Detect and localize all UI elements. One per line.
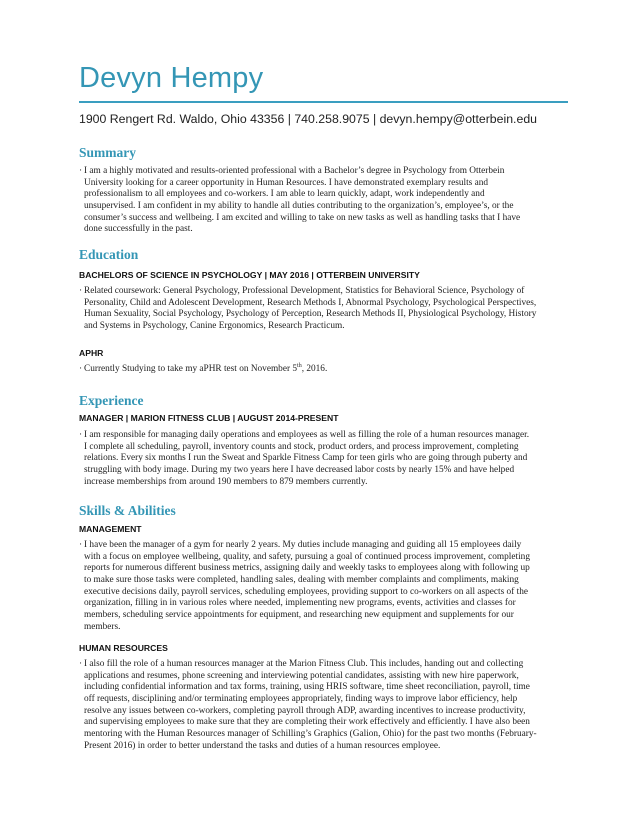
bullet-dot: · <box>79 430 83 440</box>
aphr-superscript: th <box>297 362 302 369</box>
job-title-line: MANAGER | MARION FITNESS CLUB | AUGUST 2014-PRESENT <box>79 413 339 423</box>
management-line: reports for numerous different business metrics, assigning daily and weekly tasks to employees along with following up <box>84 563 530 574</box>
hr-line: Present 2016) in order to better understand the tasks and duties of a human resources employee. <box>84 740 441 751</box>
summary-heading: Summary <box>79 145 136 160</box>
summary-line: University looking for a career opportunity in Human Resources. I have demonstrated exemplary results and <box>84 177 489 188</box>
experience-bullet <box>79 430 568 488</box>
summary-line: consumer’s success and wellbeing. I am excited and willing to take on new tasks as well as handling tasks that I have <box>84 212 521 223</box>
management-line: to make sure those tasks were completed, handling sales, dealing with member complaints and compliments, making <box>84 575 519 586</box>
experience-line: struggling with body image. During my two years here I have decreased labor costs by nearly 15% and have helped <box>84 465 515 476</box>
resume-name: Devyn Hempy <box>79 62 264 94</box>
summary-line: I am a highly motivated and results-oriented professional with a Bachelor’s degree in Psychology from Otterbein <box>84 166 505 176</box>
summary-line: unsupervised. I am confident in my ability to handle all duties contributing to the organization’s, employee’s, or the <box>84 201 514 212</box>
management-line: members, scheduling service appointments for equipment, and researching new equipment and supplements for our <box>84 610 514 621</box>
hr-line: I also fill the role of a human resources manager at the Marion Fitness Club. This includes, handing out and collecting <box>84 659 524 669</box>
bullet-dot: · <box>79 540 83 550</box>
education-heading: Education <box>79 247 139 262</box>
summary-bullet <box>79 166 568 236</box>
hr-line: off requests, disciplining and/or terminating employees appropriately, finding ways to improve labor efficiency, help <box>84 694 518 705</box>
hr-heading: HUMAN RESOURCES <box>79 643 168 653</box>
aphr-text: Currently Studying to take my aPHR test on November 5 <box>84 364 298 374</box>
management-bullet <box>79 540 568 634</box>
degree-line: BACHELORS OF SCIENCE IN PSYCHOLOGY | MAY 2016 | OTTERBEIN UNIVERSITY <box>79 270 420 280</box>
hr-line: resolve any issues between co-workers, completing payroll through ADP, awarding incentives to increase productivity, <box>84 705 526 716</box>
summary-line: done successfully in the past. <box>84 224 193 235</box>
experience-heading: Experience <box>79 393 144 408</box>
hr-line: and supervising employees to make sure that they are completing their work effectively and efficiently. I have also been <box>84 717 530 728</box>
hr-line: including confidential information and tax forms, training, using HRIS software, time sheet reconciliation, payroll, time <box>84 682 530 693</box>
hr-line: mentoring with the Human Resources manager of Schilling’s Graphics (Galion, Ohio) for the past two months (February- <box>84 729 537 740</box>
management-line: I have been the manager of a gym for nearly 2 years. My duties include managing and guiding all 15 employees daily <box>84 540 522 550</box>
management-line: executive decisions daily, payroll services, scheduling employees, providing support to co-workers on all aspects of the <box>84 586 528 597</box>
experience-line: I complete all scheduling, payroll, inventory counts and stock, product orders, and process improvement, completing <box>84 441 519 452</box>
skills-heading: Skills & Abilities <box>79 503 176 518</box>
management-heading: MANAGEMENT <box>79 524 142 534</box>
bullet-dot: · <box>79 166 83 176</box>
bullet-dot: · <box>79 659 83 669</box>
coursework-line: Personality, Child and Adolescent Development, Research Methods I, Abnormal Psychology, Psychological Perspectives, <box>84 297 537 308</box>
bullet-dot: · <box>79 364 83 374</box>
management-line: with a focus on employee wellbeing, quality, and safety, pursuing a goal of continued process improvement, completing <box>84 551 530 562</box>
coursework-line: and Systems in Psychology, Canine Ergonomics, Research Practicum. <box>84 321 345 332</box>
aphr-end: , 2016. <box>301 364 328 374</box>
bullet-dot: · <box>79 286 83 296</box>
management-line: members. <box>84 621 121 632</box>
header-divider <box>79 101 568 103</box>
experience-line: increase memberships from around 190 members to 879 members currently. <box>84 476 368 487</box>
hr-line: applications and resumes, phone screening and interviewing potential candidates, assisting with new hire paperwork, <box>84 670 519 681</box>
coursework-line: Related coursework: General Psychology, Professional Development, Statistics for Behavioral Science, Psychology of <box>84 286 525 296</box>
coursework-bullet <box>79 286 568 333</box>
aphr-heading: APHR <box>79 348 104 358</box>
experience-line: I am responsible for managing daily operations and employees as well as filling the role of a human resources manager. <box>84 430 530 440</box>
hr-bullet <box>79 659 568 753</box>
aphr-bullet <box>79 364 568 376</box>
contact-line: 1900 Rengert Rd. Waldo, Ohio 43356 | 740.258.9075 | devyn.hempy@otterbein.edu <box>79 112 537 126</box>
experience-line: relations. Every six months I run the Sweat and Sparkle Fitness Camp for teen girls who are going through puberty and <box>84 453 528 464</box>
management-line: organization, filling in in various roles where needed, implementing new programs, events, activities and classes for <box>84 598 516 609</box>
summary-line: professionalism to all employees and co-workers. I am able to learn quickly, adapt, work independently and <box>84 189 485 200</box>
aphr-line <box>84 364 568 376</box>
coursework-line: Human Sexuality, Social Psychology, Psychology of Perception, Research Methods II, Physiological Psychology, History <box>84 309 537 320</box>
